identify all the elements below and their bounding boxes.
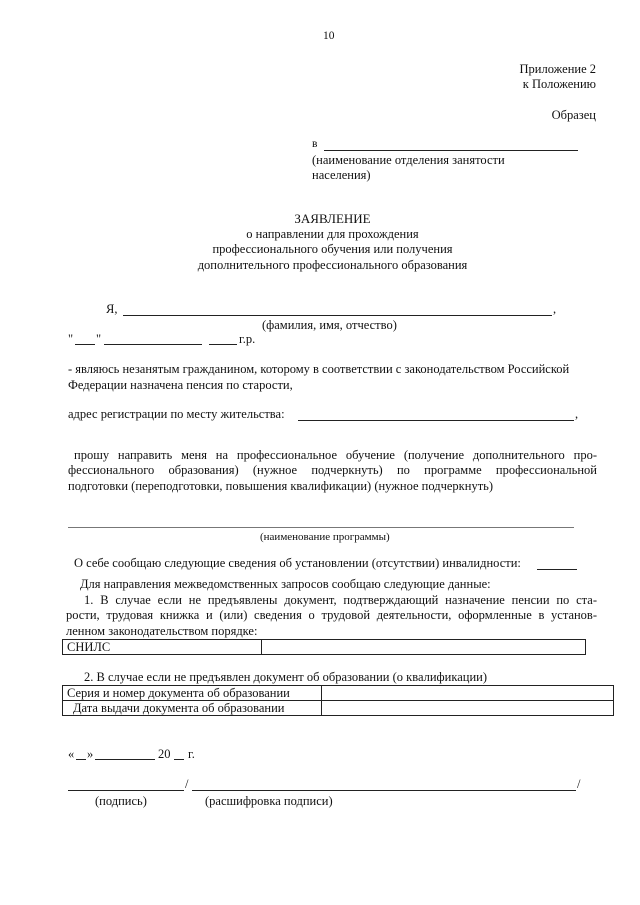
appendix-line1: Приложение 2 — [519, 62, 596, 76]
date-day-field[interactable] — [76, 759, 86, 760]
birth-day-field[interactable] — [75, 344, 95, 345]
birth-date-open-quote: " — [68, 332, 74, 346]
education-table — [62, 685, 614, 716]
page-number: 10 — [323, 30, 335, 42]
program-name-field[interactable] — [68, 527, 574, 528]
disability-field[interactable] — [537, 569, 577, 570]
recipient-field[interactable] — [324, 150, 578, 151]
interagency-intro: Для направления межведомственных запросов сообщаю следующие данные: — [80, 577, 491, 591]
signature-slash-2: / — [577, 777, 581, 791]
disability-label: О себе сообщаю следующие сведения об установлении (отсутствии) инвалидности: — [74, 556, 521, 570]
item2-text: 2. В случае если не предъявлен документ об образовании (о квалификации) — [84, 670, 488, 684]
signature-slash-1: / — [185, 777, 189, 791]
birth-year-field[interactable] — [209, 344, 237, 345]
request-line3: подготовки (переподготовки, повышения квалификации) (нужное подчеркнуть) — [68, 479, 494, 493]
education-row-value[interactable] — [322, 701, 614, 716]
item1-line2: рости, трудовая книжка и (или) сведения о трудовой деятельности, оформленные в установ- — [66, 608, 597, 622]
program-hint: (наименование программы) — [260, 531, 390, 543]
education-row-label: Серия и номер документа об образовании — [63, 686, 322, 701]
signature-decode-hint: (расшифровка подписи) — [205, 794, 333, 808]
signature-decode-field[interactable] — [192, 790, 576, 791]
snils-label: СНИЛС — [63, 640, 262, 655]
snils-table — [62, 639, 586, 655]
date-year-suffix: г. — [188, 747, 195, 761]
request-line1: прошу направить меня на профессиональное обучение (получение дополнительного про- — [74, 448, 597, 462]
status-line1: - являюсь незанятым гражданином, которому в соответствии с законодательством Российской — [68, 362, 570, 376]
education-row-value[interactable] — [322, 686, 614, 701]
title-line2: профессионального обучения или получения — [212, 242, 453, 256]
table-row — [63, 701, 614, 716]
appendix-line2: к Положению — [522, 77, 596, 91]
snils-input[interactable] — [262, 640, 586, 655]
signature-hint: (подпись) — [95, 794, 147, 808]
address-field[interactable] — [298, 420, 574, 421]
year-of-birth-suffix: г.р. — [239, 332, 256, 346]
status-line2: Федерации назначена пенсия по старости, — [68, 378, 293, 392]
document-title: ЗАЯВЛЕНИЕ — [294, 211, 371, 226]
date-year-field[interactable] — [174, 759, 184, 760]
full-name-field[interactable] — [123, 315, 552, 316]
full-name-hint: (фамилия, имя, отчество) — [262, 318, 397, 332]
address-suffix: , — [575, 407, 579, 421]
item1-line1: 1. В случае если не предъявлены документ, подтверждающий назначение пенсии по ста- — [84, 593, 597, 607]
education-row-label: Дата выдачи документа об образовании — [63, 701, 322, 716]
table-row — [63, 640, 586, 655]
item1-line3: ленном законодательством порядке: — [66, 624, 258, 638]
applicant-suffix: , — [553, 302, 557, 316]
date-year-prefix: 20 — [158, 747, 171, 761]
date-close-quote: » — [87, 747, 94, 761]
applicant-prefix: Я, — [106, 302, 118, 316]
date-month-field[interactable] — [95, 759, 155, 760]
birth-month-field[interactable] — [104, 344, 202, 345]
sample-label: Образец — [551, 108, 596, 122]
recipient-hint-line2: населения) — [312, 168, 371, 182]
address-label: адрес регистрации по месту жительства: — [68, 407, 285, 421]
signature-field[interactable] — [68, 790, 184, 791]
table-row — [63, 686, 614, 701]
title-line3: дополнительного профессионального образования — [197, 258, 468, 272]
recipient-hint-line1: (наименование отделения занятости — [312, 153, 505, 167]
date-open-quote: « — [68, 747, 75, 761]
title-line1: о направлении для прохождения — [246, 227, 419, 241]
recipient-prefix: в — [312, 138, 318, 150]
request-line2: фессионального образования) (нужное подчеркнуть) по программе профессиональной — [68, 463, 597, 477]
birth-date-close-quote: " — [96, 332, 102, 346]
